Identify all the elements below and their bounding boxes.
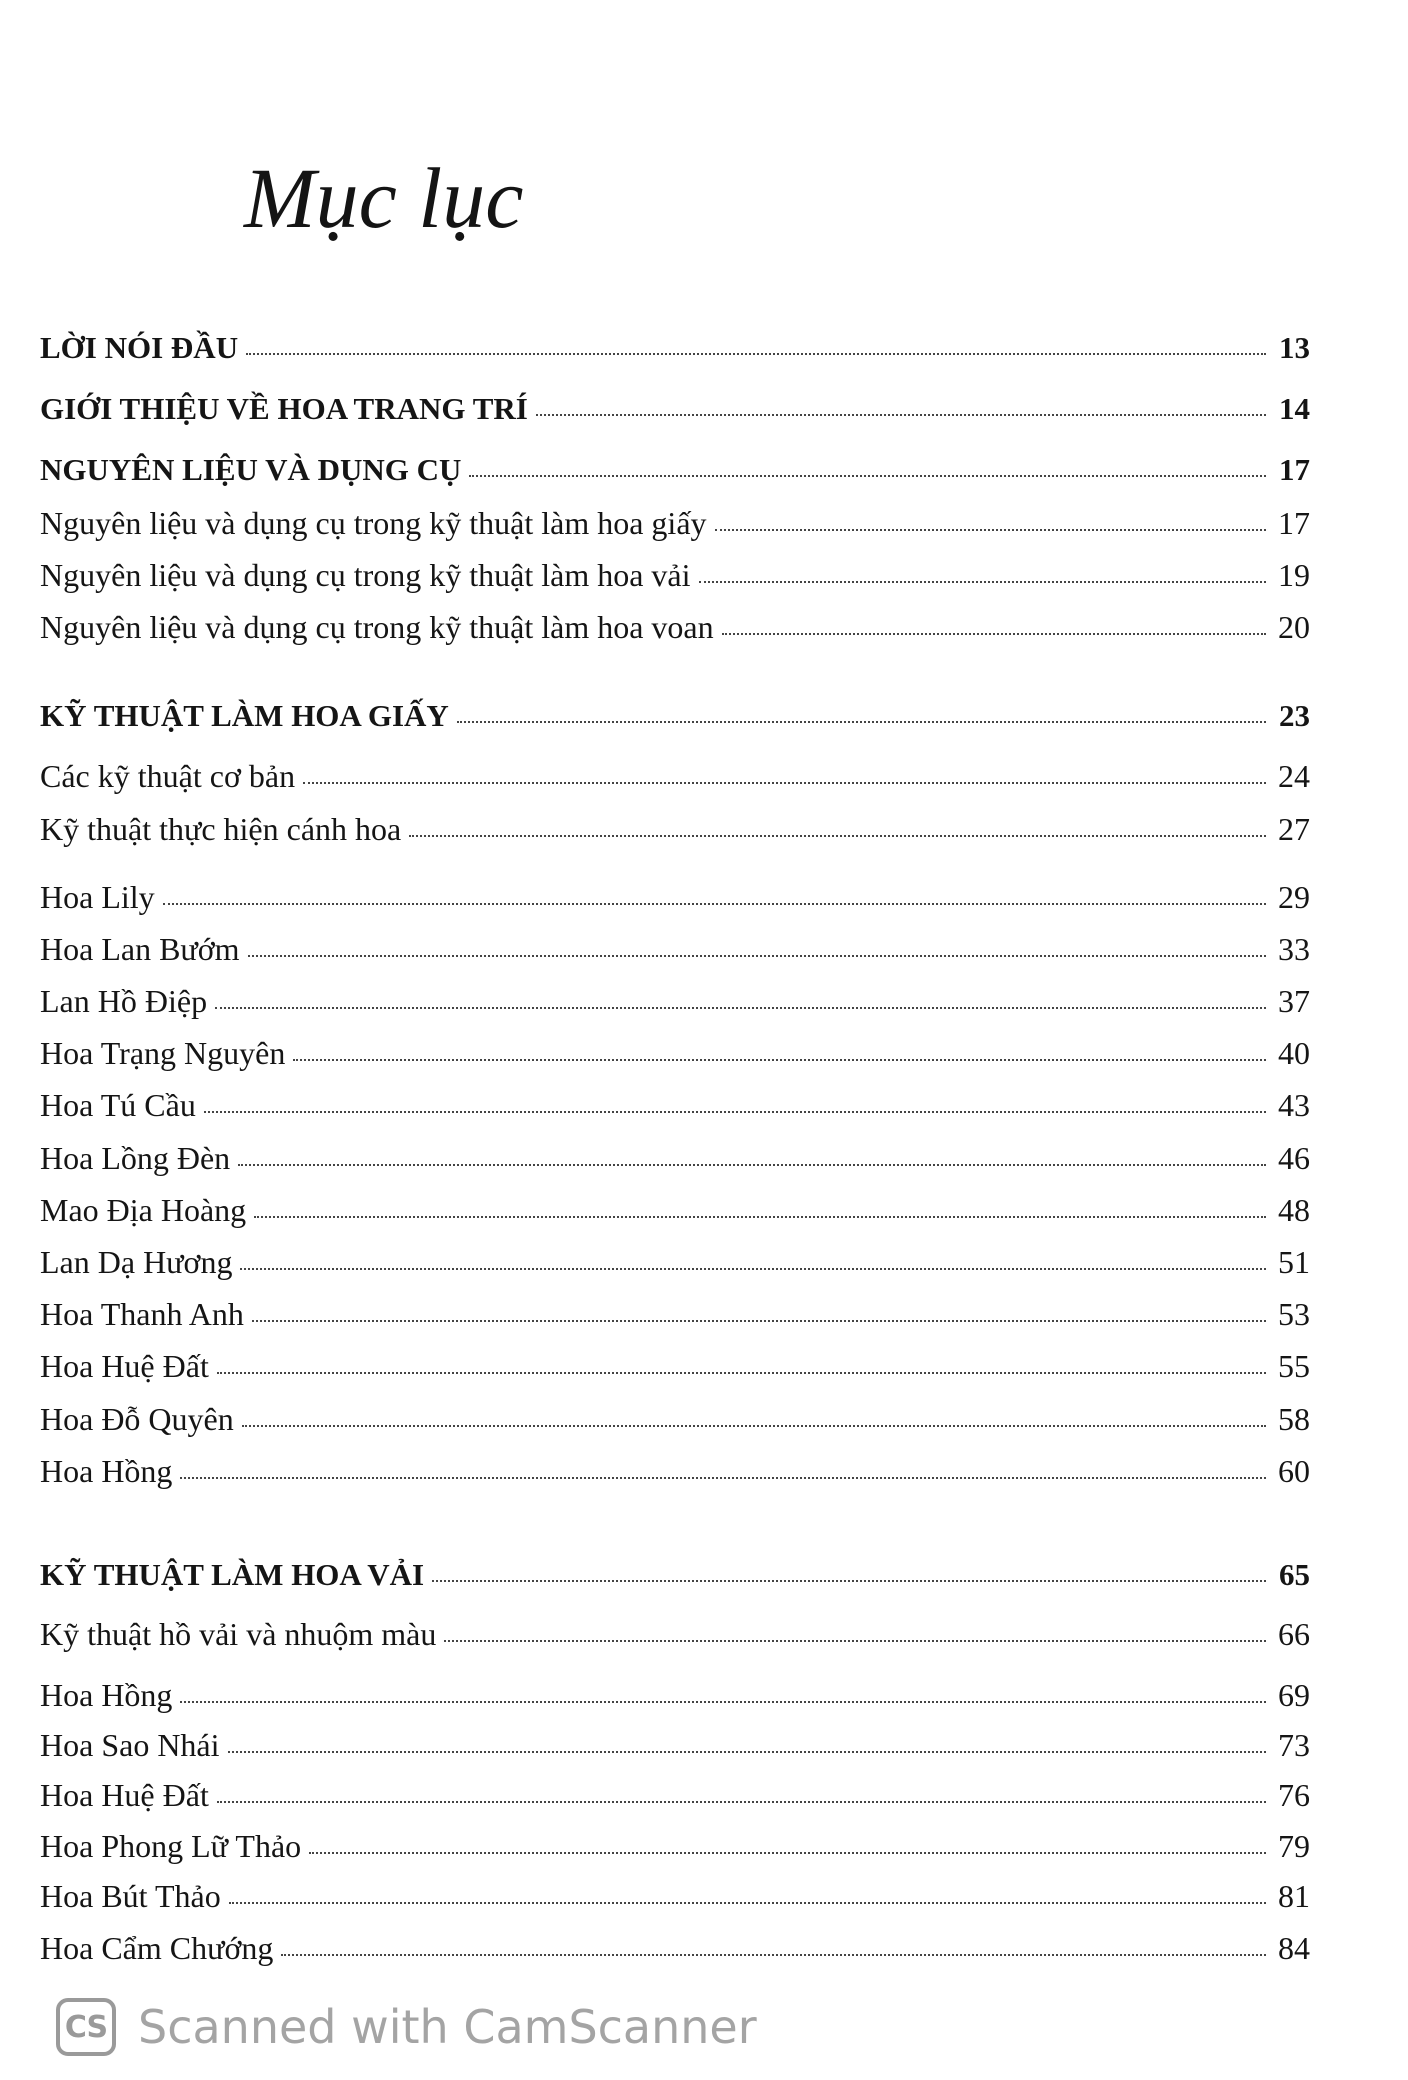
toc-entry-label: Kỹ thuật thực hiện cánh hoa [40, 811, 402, 847]
toc-entry-page-number: 29 [1278, 879, 1310, 915]
toc-entry [40, 1035, 1310, 1072]
toc-entry [40, 452, 1310, 488]
toc-entry-page-number: 81 [1278, 1878, 1310, 1914]
toc-entry [40, 931, 1310, 968]
toc-entry [40, 1244, 1310, 1281]
dot-leader [722, 633, 1266, 635]
toc-entry-page-number: 19 [1278, 557, 1310, 593]
toc-entry-label: Hoa Phong Lữ Thảo [40, 1828, 302, 1864]
dot-leader [204, 1111, 1266, 1113]
toc-entry-page-number: 58 [1278, 1401, 1310, 1437]
toc-entry-label: Hoa Lồng Đèn [40, 1140, 231, 1176]
toc-entry-label: Hoa Lan Bướm [40, 931, 240, 967]
toc-entry [40, 330, 1310, 366]
dot-leader [229, 1902, 1266, 1904]
toc-entry-page-number: 43 [1278, 1087, 1310, 1123]
toc-entry [40, 1401, 1310, 1438]
toc-entry [40, 1192, 1310, 1229]
toc-entry [40, 609, 1310, 646]
toc-entry-page-number: 84 [1278, 1930, 1310, 1966]
toc-entry [40, 1930, 1310, 1967]
toc-entry-label: Hoa Đỗ Quyên [40, 1401, 234, 1437]
toc-entry [40, 1727, 1310, 1764]
toc-entry [40, 505, 1310, 542]
toc-entry-page-number: 33 [1278, 931, 1310, 967]
toc-entry-page-number: 65 [1279, 1557, 1310, 1592]
toc-entry [40, 1140, 1310, 1177]
camscanner-logo-icon: CS [56, 1998, 116, 2056]
dot-leader [215, 1007, 1266, 1009]
dot-leader [715, 529, 1266, 531]
toc-entry-label: Hoa Thanh Anh [40, 1296, 244, 1332]
dot-leader [444, 1640, 1266, 1642]
toc-entry [40, 557, 1310, 594]
toc-entry-label: Hoa Hồng [40, 1453, 173, 1489]
toc-entry-label: Hoa Huệ Đất [40, 1348, 209, 1384]
camscanner-watermark [56, 1998, 757, 2056]
toc-entry [40, 1087, 1310, 1124]
toc-entry-label: Mao Địa Hoàng [40, 1192, 247, 1228]
toc-entry-label: LỜI NÓI ĐẦU [40, 330, 239, 365]
dot-leader [248, 955, 1266, 957]
toc-entry-label: Hoa Cẩm Chướng [40, 1930, 274, 1966]
dot-leader [699, 581, 1266, 583]
toc-entry-page-number: 40 [1278, 1035, 1310, 1071]
toc-entry-page-number: 23 [1279, 698, 1310, 733]
toc-entry-page-number: 73 [1278, 1727, 1310, 1763]
toc-entry-label: Hoa Trạng Nguyên [40, 1035, 286, 1071]
dot-leader [228, 1751, 1266, 1753]
toc-entry-page-number: 14 [1279, 391, 1310, 426]
toc-entry-label: GIỚI THIỆU VỀ HOA TRANG TRÍ [40, 391, 528, 426]
dot-leader [254, 1216, 1266, 1218]
toc-entry [40, 1616, 1310, 1653]
toc-entry-label: Hoa Lily [40, 879, 155, 915]
toc-entry-label: Lan Hồ Điệp [40, 983, 208, 1019]
toc-entry-page-number: 66 [1278, 1616, 1310, 1652]
toc-entry-label: NGUYÊN LIỆU VÀ DỤNG CỤ [40, 452, 462, 487]
toc-entry-page-number: 37 [1278, 983, 1310, 1019]
toc-entry [40, 1777, 1310, 1814]
dot-leader [180, 1477, 1266, 1479]
toc-entry [40, 391, 1310, 427]
dot-leader [536, 414, 1266, 416]
toc-entry-page-number: 48 [1278, 1192, 1310, 1228]
toc-entry-page-number: 55 [1278, 1348, 1310, 1384]
toc-entry-label: Hoa Sao Nhái [40, 1727, 220, 1763]
toc-entry-label: Nguyên liệu và dụng cụ trong kỹ thuật làm hoa voan [40, 609, 714, 645]
dot-leader [180, 1701, 1266, 1703]
toc-entry-label: KỸ THUẬT LÀM HOA GIẤY [40, 698, 449, 733]
toc-entry-label: Hoa Hồng [40, 1677, 173, 1713]
toc-entry-page-number: 27 [1278, 811, 1310, 847]
toc-entry [40, 811, 1310, 848]
toc-entry-page-number: 69 [1278, 1677, 1310, 1713]
toc-entry [40, 1878, 1310, 1915]
toc-entry-label: KỸ THUẬT LÀM HOA VẢI [40, 1557, 425, 1592]
toc-entry [40, 1828, 1310, 1865]
toc-entry [40, 1557, 1310, 1593]
dot-leader [303, 782, 1266, 784]
dot-leader [409, 835, 1266, 837]
toc-entry-label: Nguyên liệu và dụng cụ trong kỹ thuật làm hoa giấy [40, 505, 707, 541]
dot-leader [217, 1372, 1266, 1374]
toc-entry-page-number: 79 [1278, 1828, 1310, 1864]
toc-entry-page-number: 51 [1278, 1244, 1310, 1280]
toc-entry [40, 1677, 1310, 1714]
table-of-contents [40, 0, 1310, 2000]
toc-entry [40, 1296, 1310, 1333]
watermark-text: Scanned with CamScanner [138, 2000, 757, 2054]
dot-leader [163, 903, 1266, 905]
toc-entry-page-number: 13 [1279, 330, 1310, 365]
toc-entry [40, 698, 1310, 734]
dot-leader [240, 1268, 1266, 1270]
toc-entry-label: Kỹ thuật hồ vải và nhuộm màu [40, 1616, 437, 1652]
toc-entry-label: Lan Dạ Hương [40, 1244, 233, 1280]
dot-leader [457, 721, 1266, 723]
toc-entry-page-number: 76 [1278, 1777, 1310, 1813]
toc-entry-page-number: 46 [1278, 1140, 1310, 1176]
toc-entry [40, 879, 1310, 916]
toc-entry-page-number: 17 [1279, 452, 1310, 487]
dot-leader [242, 1425, 1266, 1427]
toc-entry-label: Các kỹ thuật cơ bản [40, 758, 296, 794]
toc-entry-label: Hoa Bút Thảo [40, 1878, 221, 1914]
toc-entry-label: Nguyên liệu và dụng cụ trong kỹ thuật làm hoa vải [40, 557, 691, 593]
dot-leader [432, 1580, 1266, 1582]
dot-leader [238, 1164, 1266, 1166]
toc-entry-page-number: 20 [1278, 609, 1310, 645]
toc-entry [40, 1453, 1310, 1490]
page-title: Mục lục [244, 150, 524, 246]
dot-leader [246, 353, 1266, 355]
dot-leader [309, 1852, 1266, 1854]
toc-entry [40, 1348, 1310, 1385]
toc-entry-page-number: 53 [1278, 1296, 1310, 1332]
toc-entry-page-number: 17 [1278, 505, 1310, 541]
dot-leader [281, 1954, 1266, 1956]
toc-entry-page-number: 24 [1278, 758, 1310, 794]
dot-leader [293, 1059, 1266, 1061]
toc-entry-page-number: 60 [1278, 1453, 1310, 1489]
toc-entry-label: Hoa Tú Cầu [40, 1087, 196, 1123]
dot-leader [217, 1801, 1266, 1803]
toc-entry [40, 758, 1310, 795]
toc-entry-label: Hoa Huệ Đất [40, 1777, 209, 1813]
toc-entry [40, 983, 1310, 1020]
dot-leader [252, 1320, 1266, 1322]
dot-leader [469, 475, 1266, 477]
